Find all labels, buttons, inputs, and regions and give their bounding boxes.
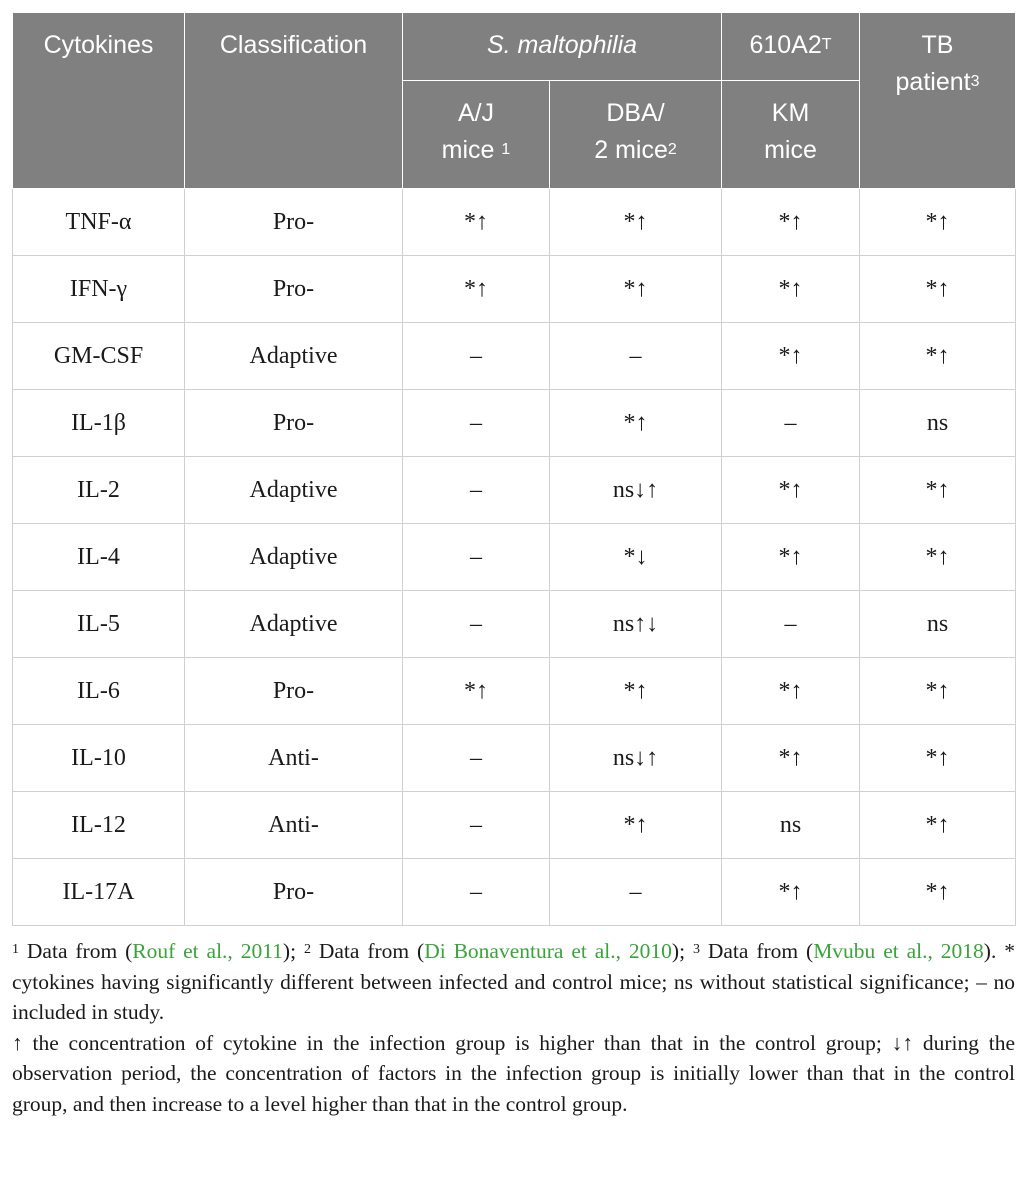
cell-classification: Adaptive — [185, 457, 403, 524]
cell-km-mice: – — [722, 390, 860, 457]
table-row — [13, 725, 1016, 792]
table-row — [13, 658, 1016, 725]
cell-cytokine: IFN-γ — [13, 256, 185, 323]
cytokine-table-container — [12, 12, 1015, 1119]
cell-cytokine: GM-CSF — [13, 323, 185, 390]
cell-classification: Pro- — [185, 859, 403, 926]
cell-tb-patient: ns — [860, 591, 1016, 658]
cell-km-mice: *↑ — [722, 859, 860, 926]
cell-tb-patient: *↑ — [860, 323, 1016, 390]
table-row — [13, 591, 1016, 658]
cell-tb-patient: *↑ — [860, 256, 1016, 323]
cell-tb-patient: ns — [860, 390, 1016, 457]
header-km-mice: KM mice — [722, 81, 860, 189]
table-row — [13, 792, 1016, 859]
header-classification: Classification — [185, 13, 403, 189]
cell-tb-patient: *↑ — [860, 658, 1016, 725]
cell-km-mice: – — [722, 591, 860, 658]
cell-tb-patient: *↑ — [860, 859, 1016, 926]
cell-classification: Adaptive — [185, 524, 403, 591]
header-610a2t: $610A2^T$ — [722, 13, 860, 81]
ref-link-di-bonaventura[interactable]: Di Bonaventura et al., 2010 — [424, 939, 672, 963]
header-s-maltophilia: S. maltophilia — [403, 13, 722, 81]
cell-tb-patient: *↑ — [860, 524, 1016, 591]
cell-cytokine: IL-17A — [13, 859, 185, 926]
cell-km-mice: *↑ — [722, 323, 860, 390]
cell-km-mice: *↑ — [722, 457, 860, 524]
cell-tb-patient: *↑ — [860, 792, 1016, 859]
cell-dba2-mice: – — [550, 323, 722, 390]
cell-cytokine: IL-6 — [13, 658, 185, 725]
cell-tb-patient: *↑ — [860, 189, 1016, 256]
table-footnotes — [12, 936, 1015, 1119]
cell-cytokine: IL-1β — [13, 390, 185, 457]
table-row — [13, 390, 1016, 457]
cell-aj-mice: *↑ — [403, 256, 550, 323]
cell-dba2-mice: *↓ — [550, 524, 722, 591]
cell-cytokine: IL-2 — [13, 457, 185, 524]
cell-aj-mice: – — [403, 792, 550, 859]
table-row — [13, 524, 1016, 591]
cell-tb-patient: *↑ — [860, 457, 1016, 524]
cell-dba2-mice: *↑ — [550, 792, 722, 859]
footnote-references: $^1$ Data from (Rouf et al., 2011); $^2$ Data from (Di Bonaventura et al., 2010); $^3$ Data from (Mvubu et al., 2018). * cytokines having significantly different between infected and control mice; ns without statistical significance; – no included in study. — [12, 939, 1015, 1024]
footnote-arrows: ↑ the concentration of cytokine in the infection group is higher than that in the control group; ↓↑ during the observation period, the concentration of factors in the infection group is initially lower than that in the control group, and then increase to a level higher than that in the control group. — [12, 1030, 1015, 1116]
ref-link-mvubu[interactable]: Mvubu et al., 2018 — [813, 939, 984, 963]
cell-km-mice: *↑ — [722, 256, 860, 323]
cell-aj-mice: – — [403, 859, 550, 926]
cell-km-mice: *↑ — [722, 658, 860, 725]
cell-classification: Pro- — [185, 658, 403, 725]
cell-aj-mice: – — [403, 725, 550, 792]
cell-aj-mice: – — [403, 591, 550, 658]
cell-classification: Pro- — [185, 256, 403, 323]
cell-classification: Anti- — [185, 792, 403, 859]
cell-aj-mice: – — [403, 457, 550, 524]
header-cytokines: Cytokines — [13, 13, 185, 189]
cell-cytokine: IL-10 — [13, 725, 185, 792]
cell-cytokine: IL-12 — [13, 792, 185, 859]
table-row — [13, 859, 1016, 926]
cell-classification: Adaptive — [185, 591, 403, 658]
cell-dba2-mice: – — [550, 859, 722, 926]
cell-aj-mice: – — [403, 323, 550, 390]
cell-cytokine: IL-5 — [13, 591, 185, 658]
cell-dba2-mice: ns↓↑ — [550, 725, 722, 792]
cell-dba2-mice: *↑ — [550, 256, 722, 323]
cell-dba2-mice: *↑ — [550, 658, 722, 725]
cell-dba2-mice: *↑ — [550, 390, 722, 457]
cell-km-mice: *↑ — [722, 524, 860, 591]
cell-dba2-mice: ns↓↑ — [550, 457, 722, 524]
cell-aj-mice: *↑ — [403, 189, 550, 256]
cell-classification: Pro- — [185, 189, 403, 256]
cytokine-table — [12, 12, 1016, 926]
ref-link-rouf[interactable]: Rouf et al., 2011 — [132, 939, 283, 963]
header-dba2-mice: DBA/ 2 mice$^2$ — [550, 81, 722, 189]
table-row — [13, 323, 1016, 390]
cell-km-mice: *↑ — [722, 189, 860, 256]
header-tb-patient: TB patient$^3$ — [860, 13, 1016, 189]
header-aj-mice: A/J mice $^1$ — [403, 81, 550, 189]
table-row — [13, 256, 1016, 323]
cell-tb-patient: *↑ — [860, 725, 1016, 792]
cell-classification: Anti- — [185, 725, 403, 792]
cell-cytokine: IL-4 — [13, 524, 185, 591]
cell-dba2-mice: ns↑↓ — [550, 591, 722, 658]
table-row — [13, 189, 1016, 256]
cell-km-mice: *↑ — [722, 725, 860, 792]
cell-classification: Adaptive — [185, 323, 403, 390]
cell-classification: Pro- — [185, 390, 403, 457]
cell-aj-mice: *↑ — [403, 658, 550, 725]
cell-dba2-mice: *↑ — [550, 189, 722, 256]
cell-aj-mice: – — [403, 524, 550, 591]
table-row — [13, 457, 1016, 524]
cell-cytokine: TNF-α — [13, 189, 185, 256]
cell-km-mice: ns — [722, 792, 860, 859]
cell-aj-mice: – — [403, 390, 550, 457]
